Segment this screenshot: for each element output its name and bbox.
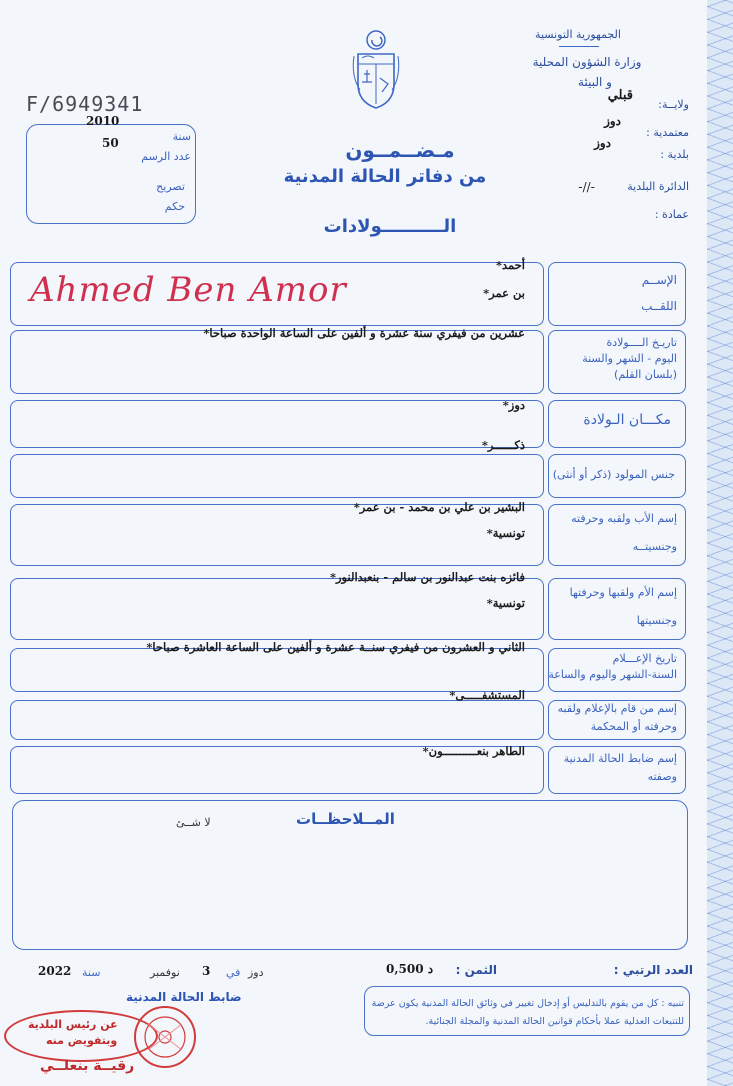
official-seal-icon xyxy=(132,1004,198,1070)
stamp-signer: رقيــة بنعلــي xyxy=(40,1058,135,1074)
officer-label: إسم ضابط الحالة المدنية xyxy=(563,752,677,765)
serial-number-label: العدد الرتبي : xyxy=(613,963,693,977)
declarant-value-box xyxy=(10,700,544,740)
handwritten-name: Ahmed Ben Amor xyxy=(30,270,347,310)
warning-line-1: تنبيه : كل من يقوم بالتدليس أو إدخال تغيير في وثائق الحالة المدنية يكون عرضة xyxy=(371,998,684,1009)
issue-place: دوز xyxy=(248,966,264,979)
birth-date-value: عشرين من فيفري سنة عشرة و ألفين على الساعة الواحدة صباحا* xyxy=(203,326,525,340)
father-nationality-value: تونسية* xyxy=(486,526,525,540)
issue-in-label: في xyxy=(226,966,241,979)
sex-value: ذكــــــر* xyxy=(481,438,525,452)
document-number: F/6949341 xyxy=(26,92,144,116)
last-name-label: اللقــب xyxy=(641,299,677,313)
registration-year-label: سنة xyxy=(172,130,191,143)
officer-sub-label: وصفته xyxy=(647,770,677,783)
ministry-label: وزارة الشؤون المحلية xyxy=(532,55,642,69)
sex-value-box xyxy=(10,454,544,498)
father-label: إسم الأب ولقبه وحرفته xyxy=(571,512,677,525)
title-line-2: من دفاتر الحالة المدنية xyxy=(283,166,487,187)
registration-number-label: عدد الرسم xyxy=(141,150,191,163)
declarant-label: إسم من قام بالإعلام ولقبه xyxy=(557,702,677,715)
declaration-date-value: الثاني و العشرون من فيفري سنــة عشرة و ألفين على الساعة العاشرة صباحا* xyxy=(146,640,525,654)
issue-day: 3 xyxy=(202,964,211,978)
declaration-date-label: تاريخ الإعـــلام xyxy=(612,652,677,665)
coat-of-arms-icon xyxy=(350,28,402,114)
judgment-label: حكم xyxy=(164,200,185,213)
birth-place-value: دوز* xyxy=(502,398,525,412)
mother-label: إسم الأم ولقبها وحرفتها xyxy=(569,586,677,599)
daira-value: -//- xyxy=(578,180,595,194)
warning-line-2: للتتبعات العدلية عملا بأحكام قوانين الحالة المدنية والمجلة الجنائية. xyxy=(425,1016,684,1027)
daira-label: الدائرة البلدية xyxy=(627,180,689,193)
header-divider xyxy=(559,46,599,47)
stamp-line-2: وبتفويض منه xyxy=(46,1034,118,1047)
price-value: 0,500 د xyxy=(386,962,434,976)
declaration-label: تصريح xyxy=(156,180,185,193)
father-nationality-label: وجنسيتــه xyxy=(632,540,677,553)
birth-date-note-label: (بلسان القلم) xyxy=(614,368,677,381)
price-label: الثمن : xyxy=(455,963,497,977)
birth-place-value-box xyxy=(10,400,544,448)
mother-value-box xyxy=(10,578,544,640)
declarant-value: المستشفـــــى* xyxy=(449,688,525,702)
wilaya-label: ولايــة: xyxy=(658,98,689,111)
registration-number: 50 xyxy=(102,136,119,150)
ministry-label-2: و البيئة xyxy=(578,75,612,89)
registration-year: 2010 xyxy=(86,114,120,128)
remarks-value: لا شــئ xyxy=(176,816,211,829)
first-name-label: الإســم xyxy=(641,273,677,287)
mother-nationality-label: وجنسيتها xyxy=(636,614,677,627)
mother-nationality-value: تونسية* xyxy=(486,596,525,610)
declaration-date-value-box xyxy=(10,648,544,692)
issue-month: نوفمبر xyxy=(150,966,180,979)
declaration-date-sub-label: السنة-الشهر واليوم والساعة xyxy=(548,668,677,681)
remarks-title: المــلاحظــات xyxy=(296,810,395,828)
title-line-1: مـضــمــون xyxy=(345,138,455,162)
birth-date-sub-label: اليوم - الشهر والسنة xyxy=(582,352,677,365)
baladia-value: دوز xyxy=(594,136,611,150)
omada-label: عمادة : xyxy=(654,208,689,221)
mootamadia-label: معتمدية : xyxy=(646,126,689,139)
mootamadia-value: دوز xyxy=(604,114,621,128)
officer-title: ضابط الحالة المدنية xyxy=(126,990,242,1004)
first-name-value: أحمد* xyxy=(495,258,525,272)
warning-box xyxy=(364,986,690,1036)
birth-date-label: تاريـخ الــــولادة xyxy=(606,336,677,349)
issue-year: 2022 xyxy=(38,964,72,978)
wilaya-value: قبلي xyxy=(607,88,633,103)
mother-value: فائزه بنت عبدالنور بن سالم - بنعبدالنور* xyxy=(329,570,525,584)
declarant-sub-label: وحرفته أو المحكمة xyxy=(590,720,677,733)
sex-label: جنس المولود (ذكر أو أنثى) xyxy=(552,468,675,481)
republic-label: الجمهورية التونسية xyxy=(535,28,621,41)
issue-year-label: سنة xyxy=(82,966,101,979)
father-value: البشير بن علي بن محمد - بن عمر* xyxy=(353,500,525,514)
stamp-line-1: عن رئيس البلدية xyxy=(28,1018,118,1031)
baladia-label: بلدية : xyxy=(660,148,689,161)
birth-place-label: مكـــان الـولادة xyxy=(583,412,671,428)
decorative-border xyxy=(707,0,733,1086)
title-line-3: الــــــــــولادات xyxy=(323,216,457,237)
last-name-value: بن عمر* xyxy=(483,286,525,300)
officer-value: الطاهر بنعــــــــــون* xyxy=(422,744,525,758)
